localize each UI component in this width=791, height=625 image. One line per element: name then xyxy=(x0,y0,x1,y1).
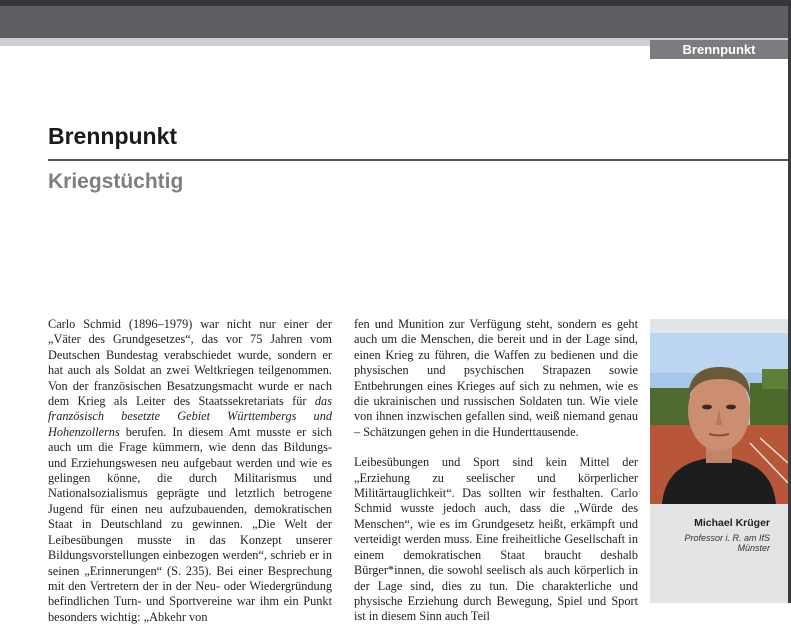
author-box xyxy=(650,319,788,603)
author-photo xyxy=(650,333,788,504)
paragraph-text: Carlo Schmid (1896–1979) war nicht nur einer der „Väter des Grundgesetzes“, das vor 75 Jahren vom Deutschen Bundestag verabschiedet wurde, sondern er hat auch als Soldat an zwei Weltkriegen teilgenommen. Von der französischen Besatzungsmacht wurde er nach dem Krieg als Leiter des Staatssekretariats für xyxy=(48,317,332,409)
column-1-paragraph xyxy=(48,317,332,625)
title-divider xyxy=(48,159,788,161)
article-title: Kriegstüchtig xyxy=(48,170,184,193)
emphasis-text: das französisch besetzte Gebiet Württembergs und Hohenzollerns xyxy=(48,394,332,439)
paragraph-text: berufen. In diesem Amt musste er sich auch um die Frage kümmern, wie denn das Bildungs- und Erziehungswesen neu aufgebaut werden und wie es gelingen könne, die durch Militarismus und Nationalsozialismus geprägte und letztlich betrogene Jugend für einen neu aufzubauenden, demokratischen Staat in Deutschland zu gewinnen. „Die Welt der Leibesübungen musste in das Konzept unserer Bildungsvorstellungen einbezogen werden“, schrieb er in seinen „Erinnerungen“ (S. 235). Bei einer Besprechung mit den Vertretern der in der Neu- oder Wiedergründung befindlichen Turn- und Sportvereine war ihm ein Punkt besonders wichtig: „Abkehr von xyxy=(48,424,332,624)
article-kicker: Brennpunkt xyxy=(48,123,178,149)
column-2-paragraph-2: Leibesübungen und Sport sind kein Mittel der „Erziehung zu seelischer und körperlicher Militärtauglichkeit“. Das sollten wir festhalten. Carlo Schmid wusste jedoch auch, dass die „Würde des Menschen“, wie es im Grundgesetz heißt, erkämpft und verteidigt werden muss. Eine freiheitliche Gesellschaft in einem demokratischen Staat braucht deshalb Bürger*innen, die sowohl seelisch als auch körperlich in der Lage sind, dies zu tun. Die charakterliche und physische Erziehung durch Bewegung, Spiel und Sport ist in diesem Sinn auch Teil xyxy=(354,455,638,624)
section-tab: Brennpunkt xyxy=(650,40,788,59)
article-column-2 xyxy=(354,317,638,625)
author-name: Michael Krüger xyxy=(694,517,770,529)
author-role: Professor i. R. am IfS Münster xyxy=(684,533,770,553)
column-2-paragraph-1: fen und Munition zur Verfügung steht, sondern es geht auch um die Menschen, die bereit und in der Lage sind, einen Krieg zu führen, die Waffen zu bedienen und die physischen und psychischen Strapazen sowie Entbehrungen eines Krieges auf sich zu nehmen, wie es die ukrainischen und russischen Soldaten tun. Wie viele von ihnen inzwischen gefallen sind, weiß niemand genau – Schätzungen gehen in die Hunderttausende. xyxy=(354,317,638,439)
article-column-1 xyxy=(48,317,332,625)
header-bar xyxy=(0,6,791,38)
